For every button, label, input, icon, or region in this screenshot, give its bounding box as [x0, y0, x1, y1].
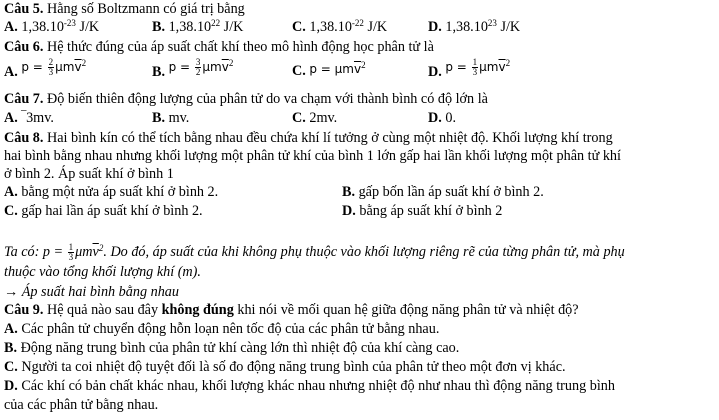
- option-letter: B.: [152, 110, 166, 126]
- formula-square: 2: [81, 57, 87, 68]
- option-mantissa: 1,38.10: [17, 19, 64, 35]
- option-exponent: 22: [211, 18, 221, 28]
- question-9-option-c: [4, 360, 566, 374]
- question-8-text: Hai bình kín có thể tích bằng nhau đều chứa khí lí tưởng ở cùng một nhiệt độ. Khối lượng khí trong: [43, 130, 613, 146]
- question-9-option-a: [4, 322, 439, 336]
- option-mantissa: 1,38.10: [441, 19, 488, 35]
- option-letter: A.: [4, 19, 18, 35]
- option-unit: J/K: [363, 19, 388, 35]
- formula-mu-m: μm: [334, 62, 354, 76]
- fraction-denominator: 3: [68, 252, 74, 262]
- question-6-option-c: [292, 62, 366, 78]
- question-5-option-c: [292, 20, 387, 34]
- option-letter: D.: [4, 378, 18, 394]
- formula-square: 2: [228, 57, 234, 68]
- question-9: [4, 303, 579, 317]
- question-8-option-d: [342, 204, 502, 218]
- option-mantissa: 1,38.10: [305, 19, 352, 35]
- option-letter: A.: [4, 63, 18, 80]
- question-8-line-1: [4, 131, 613, 145]
- question-6-option-b: [152, 58, 233, 79]
- option-letter: C.: [4, 203, 18, 219]
- question-9-emphasis: không đúng: [161, 302, 234, 318]
- option-exponent: -23: [63, 18, 76, 28]
- option-letter: B.: [342, 184, 356, 200]
- question-5-option-b: [152, 20, 243, 34]
- fraction-denominator: 3: [48, 67, 54, 77]
- formula-lhs: p =: [21, 59, 47, 74]
- formula-lhs: p =: [445, 59, 471, 74]
- option-text: gấp hai lần áp suất khí ở bình 2.: [17, 203, 203, 219]
- question-9-option-d: [4, 379, 615, 393]
- question-9-label: Câu 9.: [4, 302, 44, 318]
- question-6: [4, 40, 434, 54]
- formula-square: 2: [98, 242, 104, 253]
- question-8-option-c: [4, 204, 203, 218]
- formula-v-bar: $\overline{v}$: [353, 62, 362, 76]
- formula-lhs: p =: [168, 59, 194, 74]
- option-unit: J/K: [75, 19, 100, 35]
- question-6-text: Hệ thức đúng của áp suất chất khí theo mô hình động học phân tử là: [43, 39, 434, 55]
- option-letter: D.: [428, 19, 442, 35]
- question-6-option-d: [428, 58, 510, 79]
- question-5-label: Câu 5.: [4, 1, 44, 17]
- formula-mu-m: μm: [479, 59, 499, 74]
- solution-text: . Do đó, áp suất của khi không phụ thuộc vào khối lượng riêng rẽ của từng phân tử, mà phụ: [103, 243, 625, 260]
- option-letter: C.: [4, 359, 18, 375]
- formula-v-bar: $\overline{v}$: [221, 59, 229, 74]
- formula-v-bar: $\overline{v}$: [92, 243, 99, 260]
- option-text: bằng một nửa áp suất khí ở bình 2.: [17, 184, 219, 200]
- question-7-option-a: [4, 111, 54, 125]
- formula-fraction: [48, 58, 55, 77]
- fraction-numerator: 1: [68, 242, 74, 252]
- question-9-text-end: khi nói về mối quan hệ giữa động năng phân tử và nhiệt độ?: [233, 302, 579, 318]
- question-8-line-3: ở bình 2. Áp suất khí ở bình 1: [4, 166, 174, 182]
- question-7-option-c: [292, 111, 337, 125]
- option-text: gấp bốn lần áp suất khí ở bình 2.: [355, 184, 544, 200]
- option-text: bằng áp suất khí ở bình 2: [355, 203, 503, 219]
- question-6-option-a: [4, 58, 86, 79]
- question-7: [4, 92, 488, 106]
- option-exponent: 23: [487, 18, 497, 28]
- formula-square: 2: [505, 57, 511, 68]
- formula-v-bar: $\overline{v}$: [74, 59, 82, 74]
- question-7-label: Câu 7.: [4, 91, 44, 107]
- question-8-option-b: [342, 185, 544, 199]
- fraction-numerator: 3: [195, 57, 201, 67]
- formula-mu-m: μm: [75, 243, 93, 260]
- question-8-option-a: [4, 185, 218, 199]
- formula-fraction: [195, 58, 202, 77]
- option-text: Người ta coi nhiệt độ tuyệt đối là số đo động năng trung bình của phân tử theo một đơn vị khác.: [17, 359, 566, 375]
- question-9-option-d-line-2: của các phân tử bằng nhau.: [4, 397, 159, 413]
- fraction-denominator: 2: [195, 67, 201, 77]
- option-exponent: -22: [351, 18, 364, 28]
- formula-lhs: p =: [42, 243, 67, 260]
- fraction-numerator: 2: [48, 57, 54, 67]
- formula-mu-m: μm: [55, 59, 75, 74]
- question-5: [4, 2, 245, 16]
- question-5-option-d: [428, 20, 520, 34]
- option-letter: B.: [152, 19, 166, 35]
- option-letter: B.: [152, 63, 166, 80]
- question-6-label: Câu 6.: [4, 39, 44, 55]
- option-unit: J/K: [220, 19, 244, 35]
- formula-fraction: [472, 58, 479, 77]
- fraction-numerator: 1: [472, 57, 478, 67]
- formula-fraction: [68, 243, 75, 262]
- option-letter: A.: [4, 184, 18, 200]
- option-text: 2mv.: [305, 110, 338, 126]
- option-letter: D.: [428, 110, 442, 126]
- solution-line-2: thuộc vào tổng khối lượng khí (m).: [4, 264, 201, 280]
- option-text: 0.: [441, 110, 456, 126]
- solution-line-1: [4, 243, 625, 262]
- option-letter: C.: [292, 110, 306, 126]
- option-letter: B.: [4, 340, 18, 356]
- option-letter: D.: [342, 203, 356, 219]
- question-9-option-b: [4, 341, 459, 355]
- option-letter: D.: [428, 63, 442, 80]
- option-text: Các phân tử chuyển động hỗn loạn nên tốc độ của các phân tử bằng nhau.: [17, 321, 440, 337]
- question-5-option-a: [4, 20, 99, 34]
- solution-conclusion: → Áp suất hai bình bằng nhau: [4, 284, 179, 300]
- option-mantissa: 1,38.10: [165, 19, 212, 35]
- question-5-text: Hằng số Boltzmann có giá trị bằng: [43, 1, 245, 17]
- question-7-option-d: [428, 111, 456, 125]
- solution-prefix: Ta có:: [4, 243, 43, 260]
- question-8-line-2: hai bình bằng nhau nhưng khối lượng một phân tử khí của bình 1 lớn gấp hai lần khối lượng một phân tử khí: [4, 148, 621, 164]
- option-text: ‾3mv.: [17, 110, 54, 126]
- question-7-text: Độ biến thiên động lượng của phân tử do va chạm với thành bình có độ lớn là: [43, 91, 488, 107]
- question-7-option-b: [152, 111, 189, 125]
- option-letter: C.: [292, 19, 306, 35]
- formula-lhs: p =: [309, 62, 335, 76]
- formula-square: 2: [361, 60, 366, 70]
- question-8-label: Câu 8.: [4, 130, 44, 146]
- formula-v-bar: $\overline{v}$: [498, 59, 506, 74]
- option-text: mv.: [165, 110, 190, 126]
- option-text: Động năng trung bình của phân tử khí càng lớn thì nhiệt độ của khí càng cao.: [17, 340, 460, 356]
- option-letter: A.: [4, 110, 18, 126]
- option-unit: J/K: [496, 19, 521, 35]
- option-letter: A.: [4, 321, 18, 337]
- formula-mu-m: μm: [202, 59, 222, 74]
- option-letter: C.: [292, 63, 306, 79]
- question-9-text: Hệ quả nào sau đây: [43, 302, 162, 318]
- fraction-denominator: 3: [472, 67, 478, 77]
- option-text: Các khí có bản chất khác nhau, khối lượng khác nhau nhưng nhiệt độ như nhau thì động năng trung bình: [17, 378, 615, 394]
